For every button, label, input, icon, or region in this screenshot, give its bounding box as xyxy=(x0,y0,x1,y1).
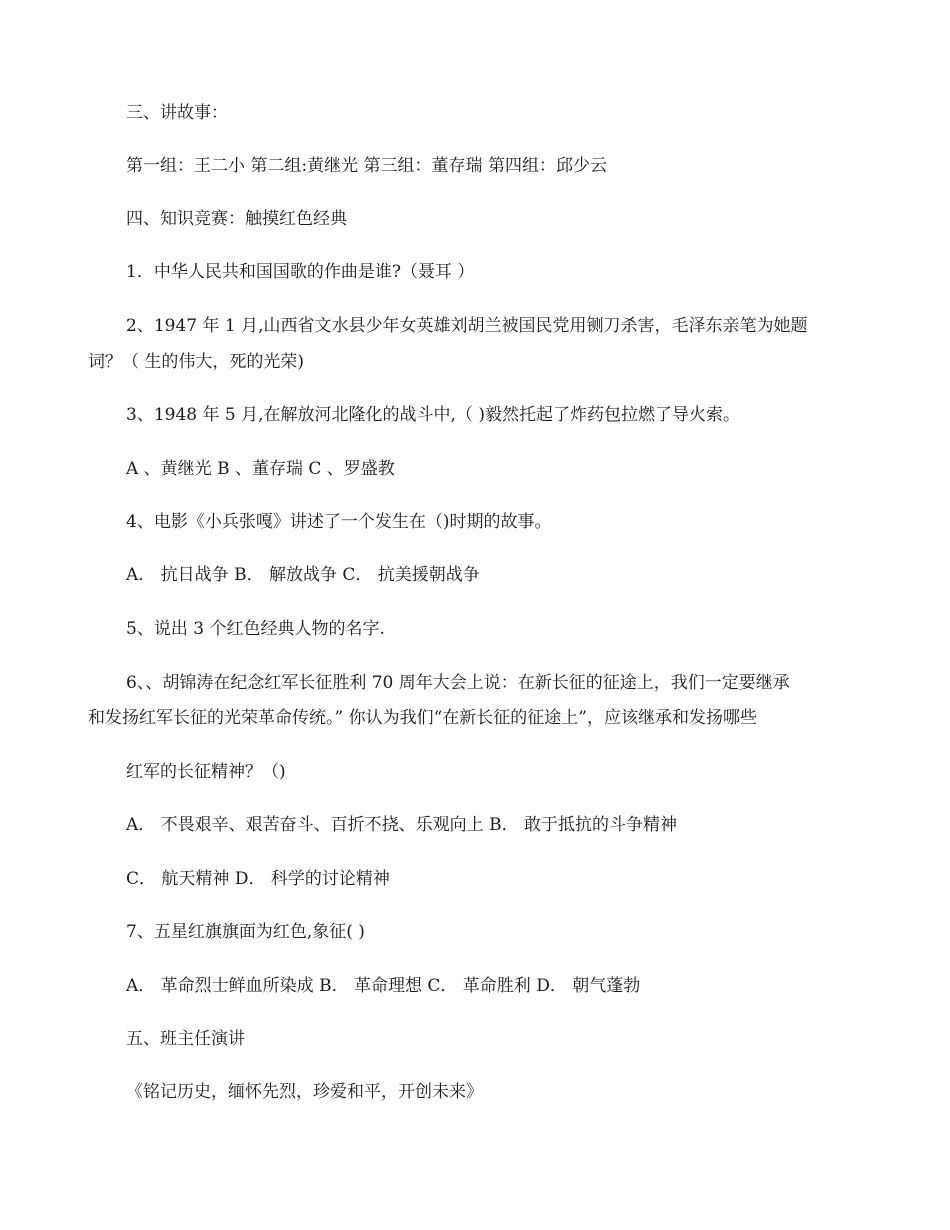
section-heading-quiz: 四、知识竞赛：触摸红色经典 xyxy=(126,209,347,229)
section-heading-speech: 五、班主任演讲 xyxy=(126,1029,245,1049)
question-3: 3、1948 年 5 月,在解放河北隆化的战斗中,（ )毅然托起了炸药包拉燃了导火索。 xyxy=(126,405,740,425)
question-4: 4、电影《小兵张嘎》讲述了一个发生在（)时期的故事。 xyxy=(126,512,552,532)
group-list: 第一组：王二小 第二组:黄继光 第三组：董存瑞 第四组：邱少云 xyxy=(126,156,607,176)
question-3-options: A 、黄继光 B 、董存瑞 C 、罗盛教 xyxy=(126,459,395,479)
question-7: 7、五星红旗旗面为红色,象征( ) xyxy=(126,922,365,942)
question-6-options-1: A． 不畏艰辛、艰苦奋斗、百折不挠、乐观向上 B． 敢于抵抗的斗争精神 xyxy=(126,815,677,835)
question-6-line-3: 红军的长征精神？（) xyxy=(126,762,286,782)
question-7-options: A． 革命烈士鲜血所染成 B． 革命理想 C． 革命胜利 D． 朝气蓬勃 xyxy=(126,976,641,996)
question-1: 1．中华人民共和国国歌的作曲是谁?（聂耳 ） xyxy=(126,262,475,282)
question-2-line-2: 词？（ 生的伟大，死的光荣) xyxy=(88,352,305,372)
section-heading-storytelling: 三、讲故事： xyxy=(126,103,228,123)
question-5: 5、说出 3 个红色经典人物的名字. xyxy=(126,619,385,639)
speech-title: 《铭记历史，缅怀先烈，珍爱和平，开创未来》 xyxy=(126,1082,483,1102)
question-6-line-1: 6、、胡锦涛在纪念红军长征胜利 70 周年大会上说：在新长征的征途上，我们一定要继承 xyxy=(126,673,790,693)
question-2-line-1: 2、1947 年 1 月,山西省文水县少年女英雄刘胡兰被国民党用铡刀杀害，毛泽东亲笔为她题 xyxy=(126,316,808,336)
question-6-line-2: 和发扬红军长征的光荣革命传统。” 你认为我们“在新长征的征途上”，应该继承和发扬哪些 xyxy=(88,708,757,728)
question-4-options: A． 抗日战争 B． 解放战争 C． 抗美援朝战争 xyxy=(126,565,480,585)
question-6-options-2: C． 航天精神 D． 科学的讨论精神 xyxy=(126,869,390,889)
